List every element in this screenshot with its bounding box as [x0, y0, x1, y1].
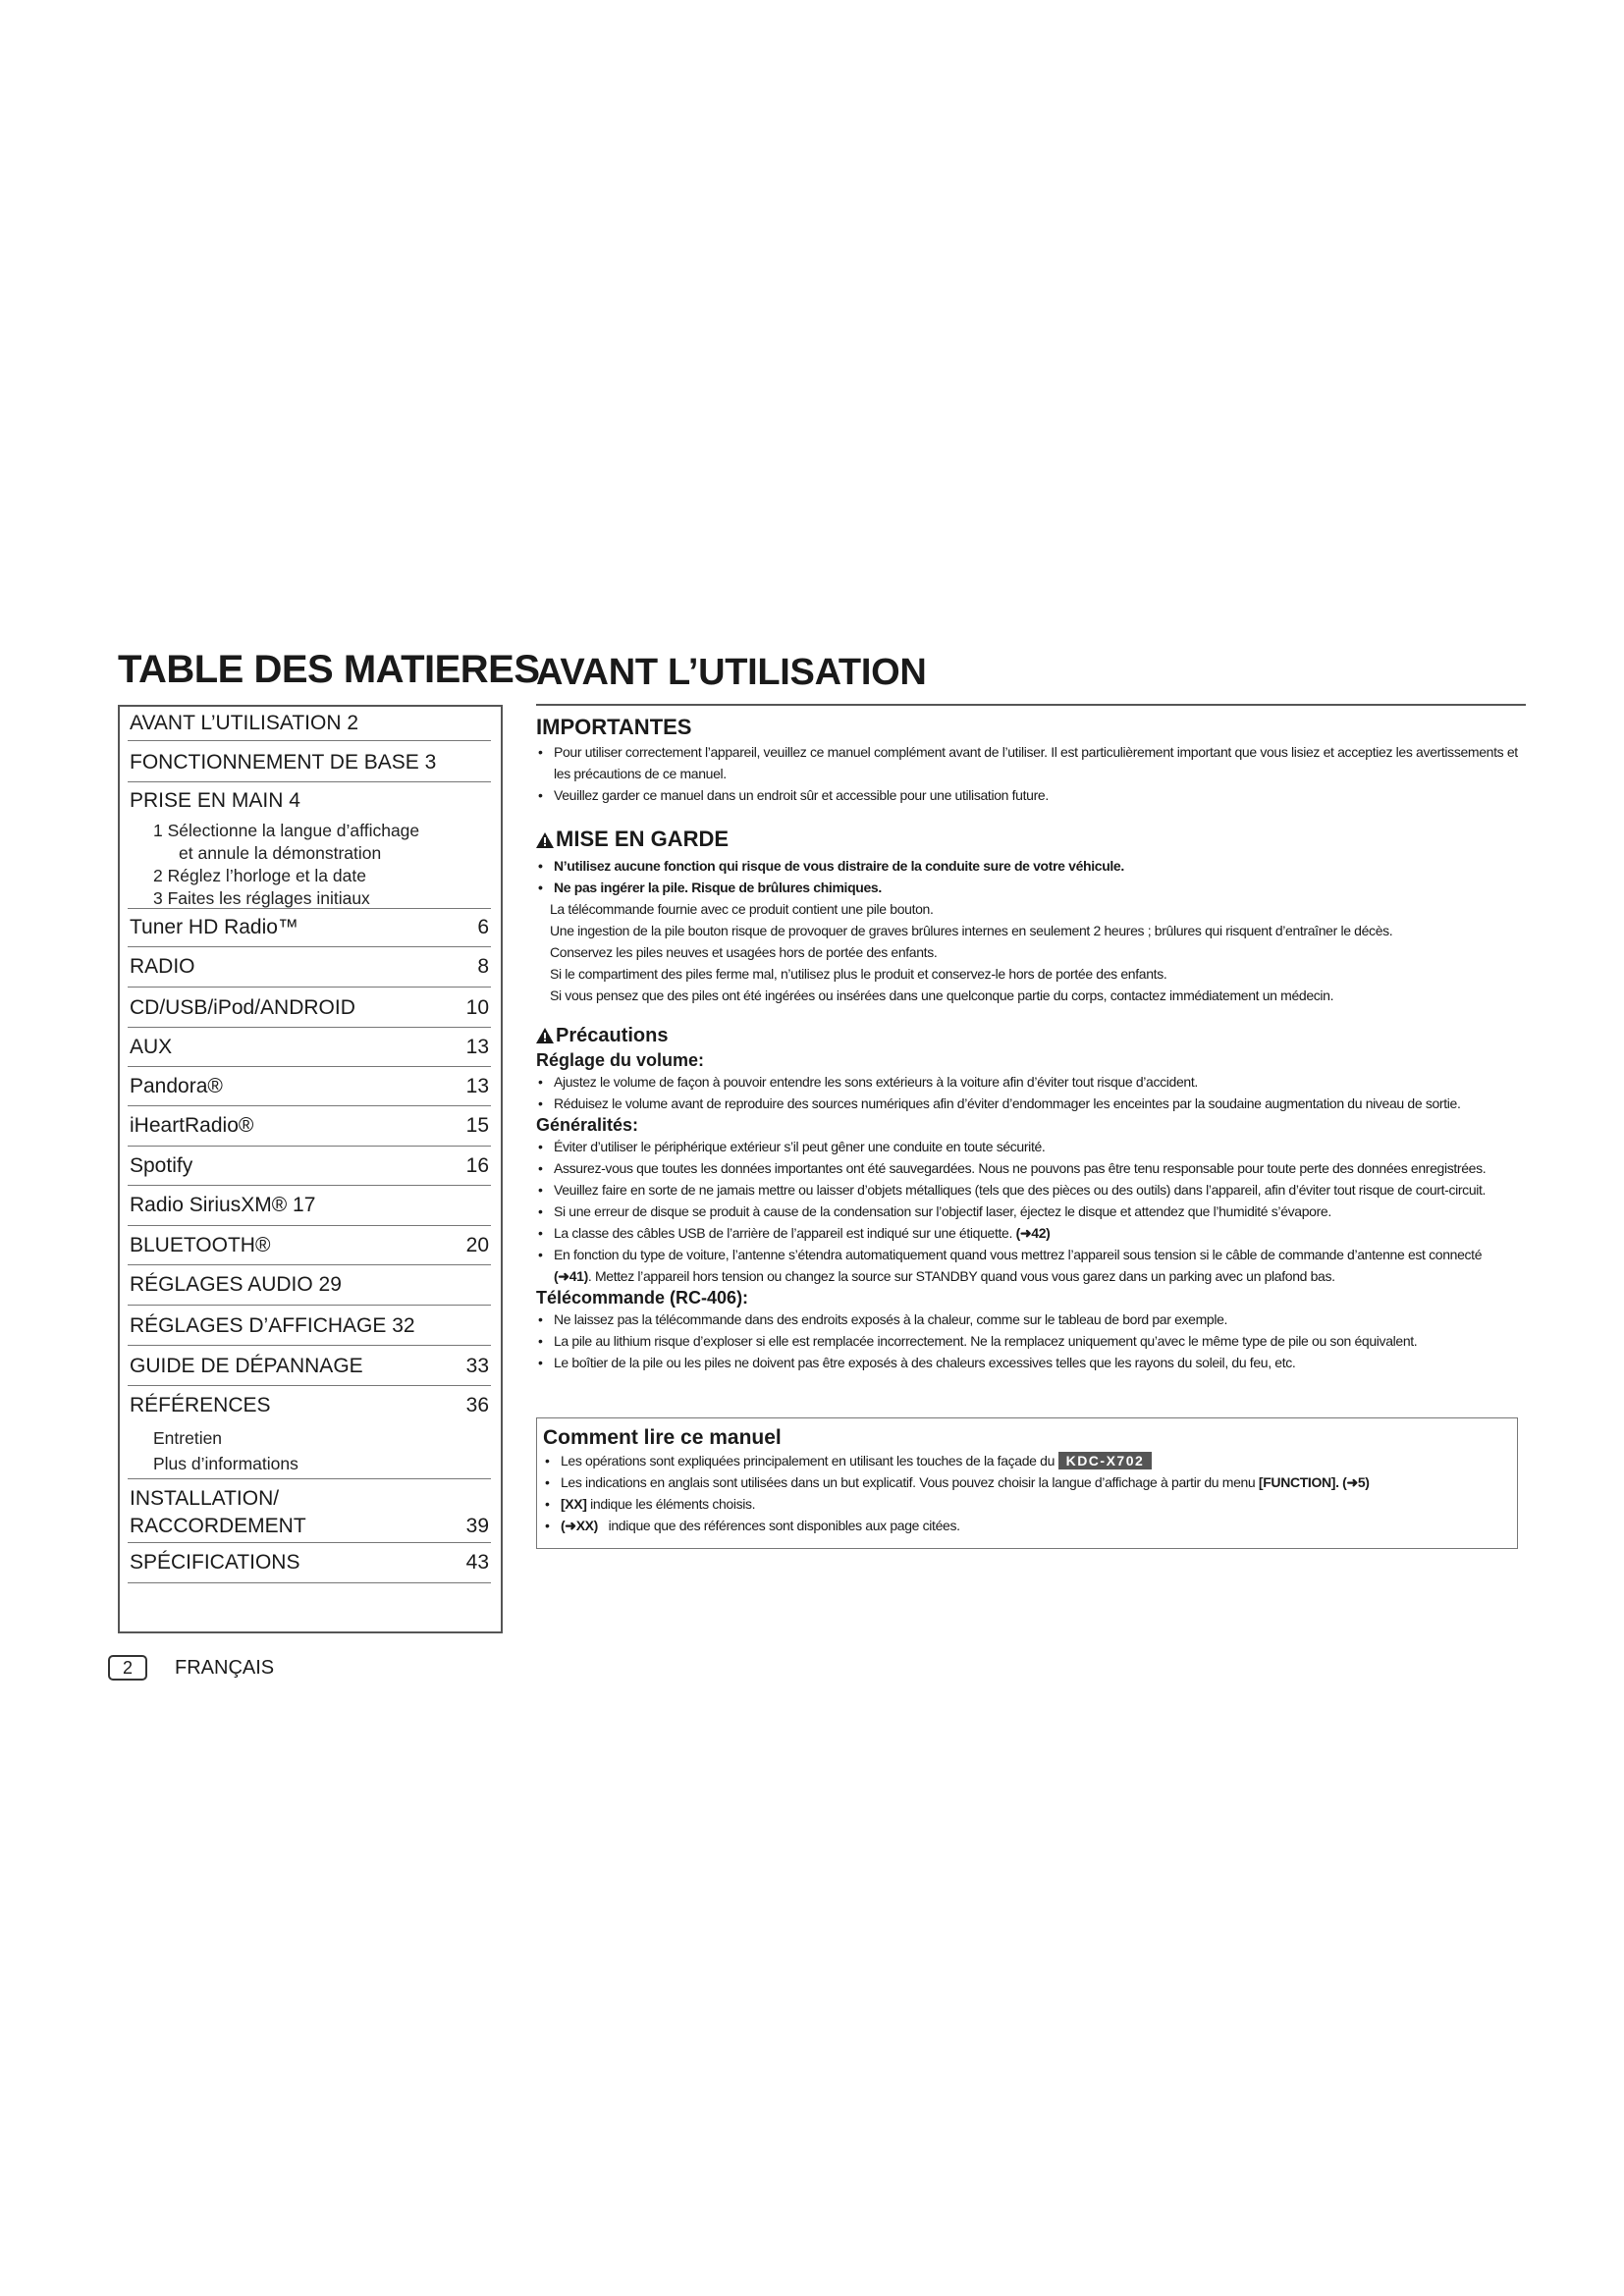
- general-item-2: • Assurez-vous que toutes les données importantes ont été sauvegardées. Nous ne pouvons pas être tenu responsable pour toute perte des données enregistrées.: [538, 1160, 1487, 1176]
- volume-item-1: • Ajustez le volume de façon à pouvoir entendre les sons extérieurs à la voiture afin d’éviter tout risque d’accident.: [538, 1074, 1198, 1090]
- general-item-4: • Si une erreur de disque se produit à cause de la condensation sur l’objectif laser, éjectez le disque et attendez que l’humidité s’évapore.: [538, 1203, 1331, 1219]
- garde-bold-item-1: • N’utilisez aucune fonction qui risque de vous distraire de la conduite sure de votre véhicule.: [538, 858, 1124, 874]
- toc-entry-aux[interactable]: AUX 13: [128, 1028, 491, 1067]
- mise-en-garde-heading: MISE EN GARDE: [536, 826, 1526, 855]
- toc-entry-iheartradio[interactable]: iHeartRadio® 15: [128, 1106, 491, 1147]
- model-badge: KDC-X702: [1058, 1452, 1153, 1469]
- toc-entry-fonctionnement[interactable]: FONCTIONNEMENT DE BASE 3: [128, 741, 491, 782]
- telecommande-heading: Télécommande (RC-406):: [536, 1288, 749, 1308]
- remote-item-3: • Le boîtier de la pile ou les piles ne doivent pas être exposés à des chaleurs excessives telles que les rayons du soleil, du feu, etc.: [538, 1355, 1296, 1370]
- toc-entry-references[interactable]: RÉFÉRENCES 36 Entretien Plus d’informations: [128, 1386, 491, 1479]
- toc-entry-bluetooth[interactable]: BLUETOOTH® 20: [128, 1226, 491, 1265]
- importantes-item-2: • Veuillez garder ce manuel dans un endroit sûr et accessible pour une utilisation future.: [538, 787, 1049, 803]
- garde-line-1: La télécommande fournie avec ce produit contient une pile bouton.: [550, 901, 934, 917]
- toc-entry-radio[interactable]: RADIO 8: [128, 947, 491, 988]
- warning-icon: [536, 1026, 556, 1049]
- remote-item-2: • La pile au lithium risque d’exploser si elle est remplacée incorrectement. Ne la remplacez uniquement qu’avec le même type de pile ou son équivalent.: [538, 1333, 1418, 1349]
- volume-item-2: • Réduisez le volume avant de reproduire des sources numériques afin d’éviter d’endommager les enceintes par la soudaine augmentation du niveau de sortie.: [538, 1095, 1461, 1111]
- how-to-read-box: [536, 1417, 1518, 1549]
- title-rule: [536, 704, 1526, 706]
- precautions-heading: Précautions: [536, 1024, 1526, 1049]
- general-item-1: • Éviter d’utiliser le périphérique extérieur s’il peut gêner une conduite en toute sécurité.: [538, 1139, 1046, 1154]
- antenna-page-ref[interactable]: (➜41): [554, 1268, 588, 1284]
- footer-language: FRANÇAIS: [175, 1656, 275, 1679]
- toc-entry-installation[interactable]: INSTALLATION/ RACCORDEMENT 39: [128, 1479, 491, 1543]
- toc-entry-pandora[interactable]: Pandora® 13: [128, 1067, 491, 1106]
- xx-code: [XX]: [561, 1496, 587, 1512]
- volume-heading: Réglage du volume:: [536, 1050, 705, 1070]
- howto-item-3: • [XX] indique les éléments choisis.: [545, 1496, 756, 1512]
- main-content: [536, 714, 1526, 1373]
- section-precautions: [536, 1024, 1526, 1373]
- toc-entry-spotify[interactable]: Spotify 16: [128, 1147, 491, 1186]
- section-mise-en-garde: [536, 826, 1526, 1006]
- toc-title: TABLE DES MATIERES: [118, 648, 540, 691]
- warning-icon: [536, 828, 556, 855]
- general-item-3: • Veuillez faire en sorte de ne jamais mettre ou laisser d’objets métalliques (tels que des pièces ou des outils) dans l’appareil, afin d’éviter tout risque de court-circuit.: [538, 1182, 1487, 1198]
- howto-item-1: • Les opérations sont expliquées principalement en utilisant les touches de la façade du KDC-X702: [543, 1450, 1509, 1471]
- page-footer: [108, 1655, 274, 1681]
- page-number: 2: [108, 1655, 147, 1681]
- importantes-heading: IMPORTANTES: [536, 715, 692, 739]
- xx-ref-code: (➜XX): [561, 1518, 598, 1533]
- general-item-usb: • La classe des câbles USB de l’arrière de l’appareil est indiqué sur une étiquette. (➜42): [538, 1225, 1051, 1241]
- garde-line-5: Si vous pensez que des piles ont été ingérées ou insérées dans une quelconque partie du corps, contactez immédiatement un médecin.: [550, 988, 1334, 1003]
- garde-line-2: Une ingestion de la pile bouton risque de provoquer de graves brûlures internes en seulement 2 heures ; brûlures qui risquent d’entraîner le décès.: [550, 923, 1393, 938]
- toc-sub-entretien[interactable]: Entretien: [153, 1428, 223, 1448]
- toc-sub-plus-informations[interactable]: Plus d’informations: [153, 1454, 298, 1473]
- importantes-item-1: • Pour utiliser correctement l’appareil, veuillez ce manuel complément avant de l’utiliser. Il est particulièrement important que vous lisiez et acceptiez les avertissements et les précautions de ce manuel.: [538, 744, 1518, 781]
- toc-entry-hd-radio[interactable]: Tuner HD Radio™ 6: [128, 909, 491, 947]
- toc-entry-siriusxm[interactable]: Radio SiriusXM® 17: [128, 1186, 491, 1226]
- garde-line-4: Si le compartiment des piles ferme mal, n’utilisez plus le produit et conservez-le hors de portée des enfants.: [550, 966, 1167, 982]
- toc-entry-reglages-affichage[interactable]: RÉGLAGES D’AFFICHAGE 32: [128, 1306, 491, 1346]
- remote-item-1: • Ne laissez pas la télécommande dans des endroits exposés à la chaleur, comme sur le tableau de bord par exemple.: [538, 1311, 1228, 1327]
- how-to-read-heading: Comment lire ce manuel: [543, 1426, 782, 1449]
- howto-item-2: • Les indications en anglais sont utilisées dans un but explicatif. Vous pouvez choisir la langue d’affichage à partir du menu [FUNCTION]. (➜5): [545, 1474, 1370, 1490]
- toc-sub-horloge[interactable]: 2 Réglez l’horloge et la date: [153, 866, 366, 885]
- toc-entry-prise-en-main[interactable]: PRISE EN MAIN 4 1 Sélectionne la langue d’affichage et annule la démonstration 2 Réglez l’horloge et la date 3 Faites les réglages initiaux: [128, 782, 491, 909]
- toc-blank-area: [128, 1583, 491, 1623]
- function-page-ref[interactable]: . (➜5): [1335, 1474, 1370, 1490]
- toc-entry-reglages-audio[interactable]: RÉGLAGES AUDIO 29: [128, 1265, 491, 1306]
- table-of-contents: [118, 705, 503, 1633]
- toc-entry-specifications[interactable]: SPÉCIFICATIONS 43: [128, 1543, 491, 1583]
- generalites-heading: Généralités:: [536, 1115, 639, 1135]
- function-menu-label: [FUNCTION]: [1258, 1474, 1336, 1490]
- section-importantes: [536, 714, 1526, 806]
- usb-page-ref[interactable]: (➜42): [1015, 1225, 1051, 1241]
- toc-sub-langue[interactable]: 1 Sélectionne la langue d’affichage: [153, 821, 420, 840]
- toc-sub-reglages[interactable]: 3 Faites les réglages initiaux: [153, 888, 370, 908]
- garde-line-3: Conservez les piles neuves et usagées hors de portée des enfants.: [550, 944, 938, 960]
- howto-item-4: • (➜XX) indique que des références sont disponibles aux page citées.: [545, 1518, 960, 1533]
- garde-bold-item-2: • Ne pas ingérer la pile. Risque de brûlures chimiques.: [538, 880, 882, 895]
- toc-entry-cd-usb[interactable]: CD/USB/iPod/ANDROID 10: [128, 988, 491, 1028]
- general-item-antenna: • En fonction du type de voiture, l’antenne s’étendra automatiquement quand vous mettrez l’appareil sous tension si le câble de commande d’antenne est connecté (➜41). Mettez l’appareil hors tension ou changez la source sur STANDBY quand vous vous garez dans un parking avec un plafond bas.: [538, 1247, 1483, 1284]
- page-title: AVANT L’UTILISATION: [536, 652, 927, 693]
- toc-entry-depannage[interactable]: GUIDE DE DÉPANNAGE 33: [128, 1346, 491, 1386]
- toc-entry-avant[interactable]: AVANT L’UTILISATION 2: [128, 707, 491, 741]
- toc-sub-demo[interactable]: et annule la démonstration: [179, 843, 382, 863]
